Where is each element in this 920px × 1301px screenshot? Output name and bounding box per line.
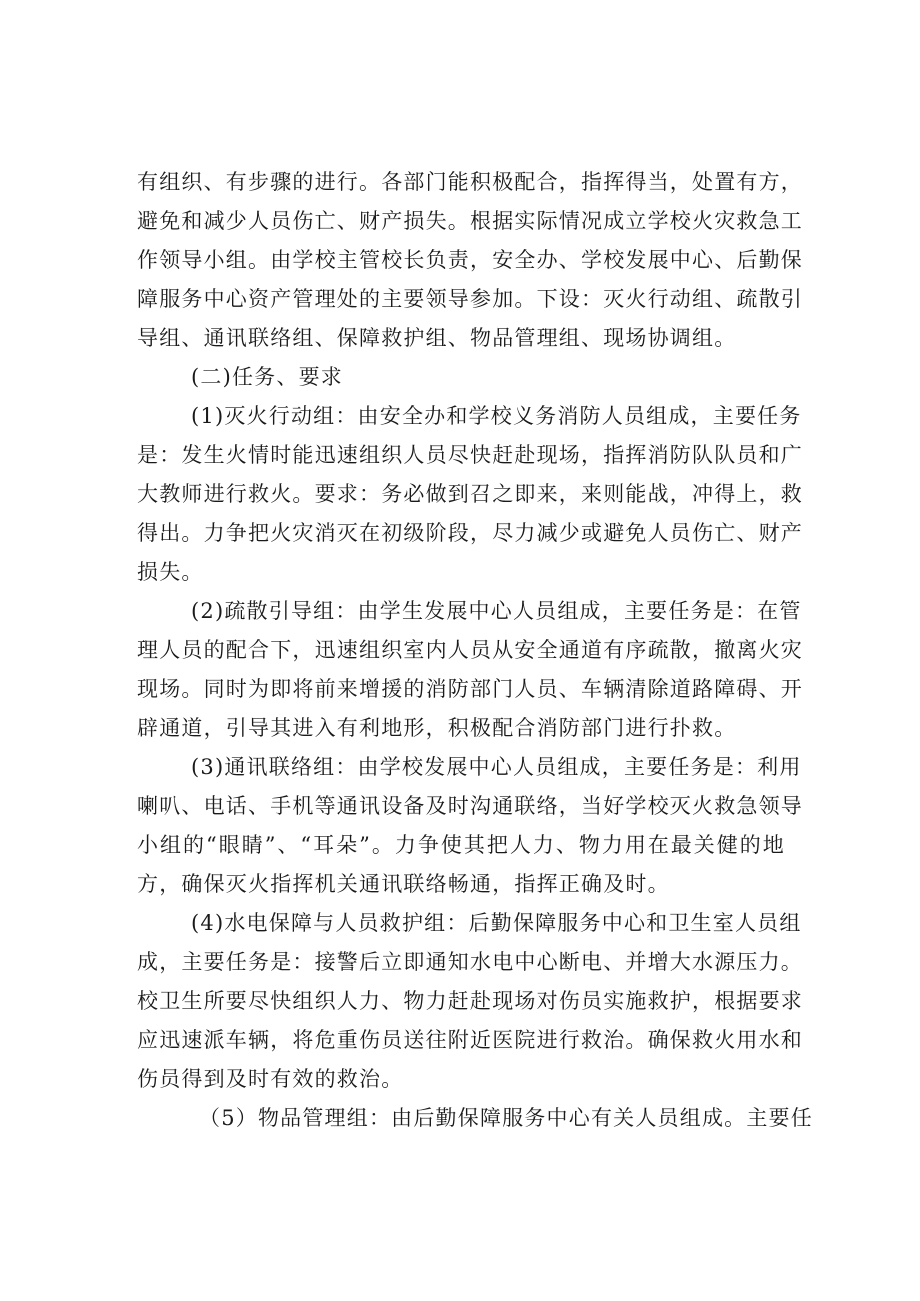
text-line: 现场。同时为即将前来增援的消防部门人员、车辆清除道路障碍、开 (137, 677, 803, 701)
text-line: 作领导小组。由学校主管校长负责，安全办、学校发展中心、后勤保 (137, 248, 803, 272)
text-line: 是：发生火情时能迅速组织人员尽快赶赴现场，指挥消防队队员和广 (137, 443, 803, 467)
text-line: (二)任务、要求 (191, 365, 343, 389)
text-line: （5）物品管理组：由后勤保障服务中心有关人员组成。主要任 (199, 1106, 813, 1130)
text-line: (1)灭火行动组：由安全办和学校义务消防人员组成，主要任务 (191, 404, 802, 428)
text-line: 成，主要任务是：接警后立即通知水电中心断电、并增大水源压力。 (137, 950, 803, 974)
text-line: 校卫生所要尽快组织人力、物力赶赴现场对伤员实施救护，根据要求 (137, 989, 803, 1013)
text-line: 导组、通讯联络组、保障救护组、物品管理组、现场协调组。 (137, 326, 737, 350)
text-line: 方，确保灭火指挥机关通讯联络畅通，指挥正确及时。 (137, 872, 670, 896)
text-line: 辟通道，引导其进入有利地形，积极配合消防部门进行扑救。 (137, 716, 737, 740)
text-line: (2)疏散引导组：由学生发展中心人员组成，主要任务是：在管 (191, 599, 802, 623)
text-line: (4)水电保障与人员救护组：后勤保障服务中心和卫生室人员组 (191, 911, 802, 935)
text-line: 大教师进行救火。要求：务必做到召之即来，来则能战，冲得上，救 (137, 482, 803, 506)
text-line: 小组的“眼睛”、“耳朵”。力争使其把人力、物力用在最关健的地 (137, 833, 785, 857)
text-line: 喇叭、电话、手机等通讯设备及时沟通联络，当好学校灭火救急领导 (137, 794, 803, 818)
text-line: 得出。力争把火灾消灭在初级阶段，尽力减少或避免人员伤亡、财产 (137, 521, 803, 545)
text-line: (3)通讯联络组：由学校发展中心人员组成，主要任务是：利用 (191, 755, 802, 779)
text-line: 理人员的配合下，迅速组织室内人员从安全通道有序疏散，撤离火灾 (137, 638, 803, 662)
text-line: 障服务中心资产管理处的主要领导参加。下设：灭火行动组、疏散引 (137, 287, 803, 311)
text-line: 伤员得到及时有效的救治。 (137, 1067, 404, 1091)
text-line: 避免和减少人员伤亡、财产损失。根据实际情况成立学校火灾救急工 (137, 209, 803, 233)
text-line: 有组织、有步骤的进行。各部门能积极配合，指挥得当，处置有方， (137, 170, 803, 194)
text-line: 应迅速派车辆，将危重伤员送往附近医院进行救治。确保救火用水和 (137, 1028, 803, 1052)
text-line: 损失。 (137, 560, 204, 584)
body-text (137, 163, 813, 1138)
